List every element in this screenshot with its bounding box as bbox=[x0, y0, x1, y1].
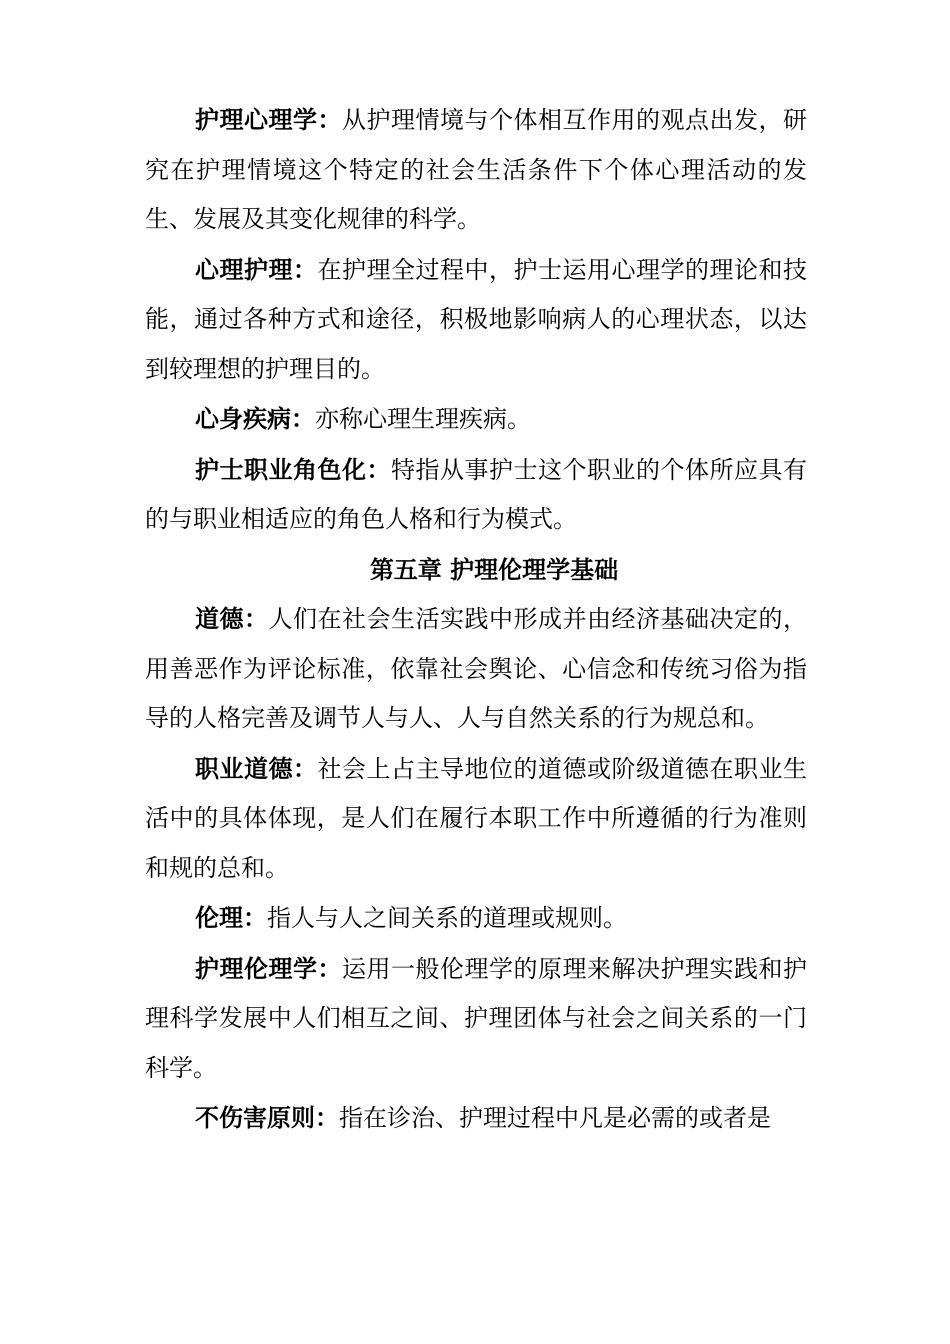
term-label: 不伤害原则： bbox=[195, 1103, 339, 1132]
definition-text: 在护理全过程中，护士运用心理学的理论和技能，通过各种方式和途径，积极地影响病人的心理状态，以达到较理想的护理目的。 bbox=[145, 255, 807, 383]
definition-paragraph-psychological-nursing bbox=[145, 245, 807, 395]
definition-paragraph-nursing-ethics bbox=[145, 944, 807, 1094]
definition-text: 社会上占主导地位的道德或阶级道德在职业生活中的具体体现，是人们在履行本职工作中所遵循的行为准则和规的总和。 bbox=[145, 754, 807, 882]
definition-text: 指在诊治、护理过程中凡是必需的或者是 bbox=[339, 1104, 771, 1132]
definition-paragraph-ethics bbox=[145, 893, 807, 944]
chapter-heading: 第五章 护理伦理学基础 bbox=[369, 554, 619, 584]
term-label: 护士职业角色化： bbox=[195, 454, 391, 484]
definition-paragraph-nurse-role bbox=[145, 445, 807, 545]
definition-paragraph-nursing-psychology bbox=[145, 95, 807, 245]
definition-text: 特指从事护士这个职业的个体所应具有的与职业相适应的角色人格和行为模式。 bbox=[145, 455, 807, 533]
term-label: 职业道德： bbox=[195, 753, 318, 783]
definition-paragraph-psychosomatic-disease bbox=[145, 394, 807, 445]
document-body bbox=[145, 95, 807, 1144]
definition-text: 从护理情境与个体相互作用的观点出发，研究在护理情境这个特定的社会生活条件下个体心理活动的发生、发展及其变化规律的科学。 bbox=[145, 106, 807, 233]
definition-paragraph-morality bbox=[145, 594, 807, 744]
term-label: 道德： bbox=[195, 604, 269, 633]
term-label: 心身疾病： bbox=[195, 404, 315, 433]
term-label: 心理护理： bbox=[195, 254, 318, 284]
term-label: 护理伦理学： bbox=[195, 953, 342, 983]
definition-text: 人们在社会生活实践中形成并由经济基础决定的，用善恶作为评论标准，依靠社会舆论、心信念和传统习俗为指导的人格完善及调节人与人、人与自然关系的行为规总和。 bbox=[145, 605, 807, 732]
term-label: 护理心理学： bbox=[195, 105, 342, 134]
definition-text: 亦称心理生理疾病。 bbox=[315, 405, 531, 433]
definition-paragraph-non-maleficence bbox=[145, 1093, 807, 1144]
definition-text: 指人与人之间关系的道理或规则。 bbox=[267, 904, 627, 932]
term-label: 伦理： bbox=[195, 903, 267, 932]
definition-paragraph-professional-ethics bbox=[145, 744, 807, 894]
definition-text: 运用一般伦理学的原理来解决护理实践和护理科学发展中人们相互之间、护理团体与社会之间关系的一门科学。 bbox=[145, 954, 807, 1082]
